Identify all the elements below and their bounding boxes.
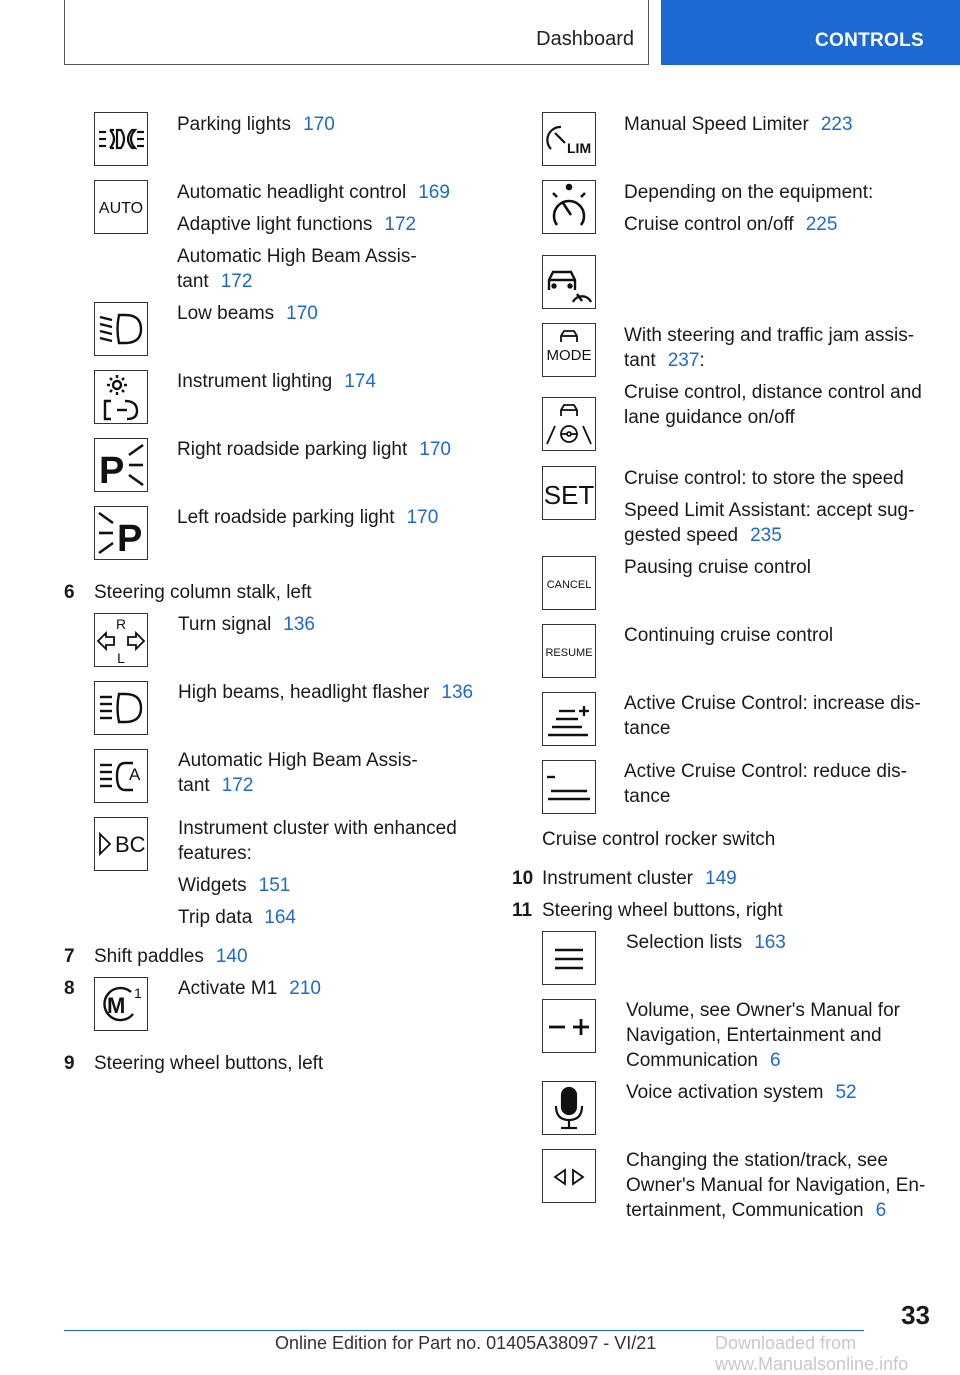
- continuing-entry: Continuing cruise control: [624, 625, 834, 646]
- speed-limit-assist-entry: Speed Limit Assistant: accept sug- gested speed 235: [624, 500, 915, 546]
- resume-label: RESUME: [545, 647, 593, 659]
- item-number: 11: [512, 900, 533, 921]
- page-ref[interactable]: 223: [820, 114, 853, 135]
- page-ref[interactable]: 164: [264, 907, 296, 928]
- adaptive-light-entry: Adaptive light functions 172: [177, 214, 417, 235]
- assist-mode-icon: [542, 323, 596, 377]
- auto-high-beam-entry: Automatic High Beam Assis- tant 172: [177, 246, 417, 292]
- auto-label: AUTO: [98, 200, 144, 217]
- widgets-entry: Widgets 151: [178, 875, 291, 896]
- list-icon: [542, 931, 596, 985]
- page-ref[interactable]: 235: [750, 525, 782, 546]
- selection-lists-entry: Selection lists 163: [626, 932, 786, 953]
- low-beams-entry: Low beams 170: [177, 303, 318, 324]
- header-chapter-tab[interactable]: [661, 0, 960, 65]
- header-section-title: Dashboard: [536, 28, 634, 50]
- instrument-cluster-entry: Instrument cluster 149: [542, 868, 737, 889]
- page-ref[interactable]: 149: [705, 868, 737, 889]
- low-beams-icon: [94, 302, 148, 356]
- pausing-entry: Pausing cruise control: [624, 557, 811, 578]
- speed-limiter-entry: Manual Speed Limiter 223: [624, 114, 853, 135]
- page-ref[interactable]: 170: [286, 303, 318, 324]
- p-letter: P: [99, 450, 125, 491]
- item-number: 9: [64, 1053, 75, 1074]
- distance-control-icon: [542, 255, 596, 309]
- page-ref[interactable]: 140: [215, 946, 248, 967]
- set-button-icon: [542, 466, 596, 520]
- left-parking-light-icon: [94, 506, 148, 560]
- lane-guidance-icon: [542, 397, 596, 451]
- turn-signal-entry: Turn signal 136: [178, 614, 315, 635]
- page-ref[interactable]: 163: [754, 932, 786, 953]
- mode-label: MODE: [546, 347, 592, 364]
- station-track-entry: Changing the station/track, see Owner's Manual for Navigation, En- tertainment, Communication 6: [626, 1150, 926, 1221]
- steering-stalk-heading: Steering column stalk, left: [94, 582, 312, 603]
- page-ref[interactable]: 151: [258, 875, 291, 896]
- watermark: Downloaded from www.Manualsonline.info: [715, 1333, 909, 1374]
- resume-button-icon: [542, 624, 596, 678]
- item-number: 8: [64, 978, 75, 999]
- shift-paddles-entry: Shift paddles 140: [94, 946, 248, 967]
- reduce-distance-entry: Active Cruise Control: reduce dis- tance: [624, 761, 907, 807]
- cruise-onoff-entry: Cruise control on/off 225: [624, 214, 838, 235]
- item-number: 6: [64, 582, 75, 603]
- increase-distance-icon: [542, 692, 596, 746]
- header-section-box: [64, 0, 649, 65]
- turn-l-label: L: [117, 650, 125, 666]
- high-beams-entry: High beams, headlight flasher 136: [178, 682, 474, 703]
- instrument-lighting-icon: [94, 370, 148, 424]
- page-ref[interactable]: 170: [303, 114, 335, 135]
- parking-lights-entry: Parking lights 170: [177, 114, 335, 135]
- cancel-label: CANCEL: [546, 579, 592, 591]
- page-ref[interactable]: 172: [221, 775, 254, 796]
- page-ref[interactable]: 6: [875, 1200, 887, 1221]
- trip-data-entry: Trip data 164: [178, 907, 296, 928]
- high-beams-icon: [94, 681, 148, 735]
- auto-headlight-icon: [94, 180, 148, 234]
- m1-button-icon: [94, 977, 148, 1031]
- rocker-switch-note: Cruise control rocker switch: [542, 829, 776, 850]
- right-parking-light-icon: [94, 438, 148, 492]
- auto-high-beam-entry-2: Automatic High Beam Assis- tant 172: [178, 750, 418, 796]
- auto-high-beam-icon: [94, 749, 148, 803]
- store-speed-entry: Cruise control: to store the speed: [624, 468, 904, 489]
- page-ref[interactable]: 172: [384, 214, 417, 235]
- depending-equipment-note: Depending on the equipment:: [624, 182, 874, 203]
- steering-buttons-right-heading: Steering wheel buttons, right: [542, 900, 783, 921]
- cruise-distance-lane-entry: Cruise control, distance control and lane guidance on/off: [624, 382, 922, 428]
- item-number: 10: [512, 868, 534, 889]
- cancel-button-icon: [542, 556, 596, 610]
- footer-edition: Online Edition for Part no. 01405A38097 - VI/21: [275, 1333, 657, 1353]
- speed-limiter-icon: [542, 112, 596, 166]
- page-ref[interactable]: 225: [805, 214, 838, 235]
- reduce-distance-icon: [542, 760, 596, 814]
- page-ref[interactable]: 169: [418, 182, 450, 203]
- auto-headlight-entry: Automatic headlight control 169: [177, 182, 450, 203]
- cluster-features-entry: Instrument cluster with enhanced features:: [178, 818, 457, 864]
- page-ref[interactable]: 136: [441, 682, 474, 703]
- page-number: 33: [901, 1300, 930, 1330]
- steering-buttons-left-heading: Steering wheel buttons, left: [94, 1053, 324, 1074]
- page-ref[interactable]: 52: [835, 1082, 857, 1103]
- left-parking-light-entry: Left roadside parking light 170: [177, 507, 439, 528]
- page-ref[interactable]: 210: [289, 978, 321, 999]
- page-ref[interactable]: 172: [220, 271, 253, 292]
- bc-button-icon: [94, 817, 148, 871]
- microphone-icon: [542, 1081, 596, 1135]
- lim-label: LIM: [567, 140, 592, 156]
- footer-divider: [64, 1330, 864, 1331]
- parking-lights-icon: [94, 112, 148, 166]
- voice-activation-entry: Voice activation system 52: [626, 1082, 857, 1103]
- set-label: SET: [543, 480, 595, 510]
- m1-letter: M: [107, 993, 126, 1018]
- right-parking-light-entry: Right roadside parking light 170: [177, 439, 451, 460]
- page-ref[interactable]: 136: [283, 614, 315, 635]
- instrument-lighting-entry: Instrument lighting 174: [177, 371, 376, 392]
- item-number: 7: [64, 946, 75, 967]
- page-ref[interactable]: 6: [770, 1050, 781, 1071]
- increase-distance-entry: Active Cruise Control: increase dis- tance: [624, 693, 921, 739]
- turn-signal-icon: [94, 613, 148, 667]
- skip-track-icon: [542, 1149, 596, 1203]
- turn-r-label: R: [115, 616, 127, 632]
- activate-m1-entry: Activate M1 210: [178, 978, 321, 999]
- cruise-control-icon: [542, 180, 596, 234]
- page-ref[interactable]: 237: [667, 350, 700, 371]
- volume-icon: [542, 999, 596, 1053]
- page-ref[interactable]: 170: [406, 507, 439, 528]
- bc-label: BC: [115, 832, 146, 857]
- page-ref[interactable]: 170: [419, 439, 451, 460]
- steering-assist-entry: With steering and traffic jam assis- tant 237:: [624, 325, 915, 371]
- high-a-label: A: [129, 765, 141, 784]
- volume-entry: Volume, see Owner's Manual for Navigation, Entertainment and Communication 6: [626, 1000, 900, 1071]
- p-letter: P: [117, 518, 143, 559]
- header-chapter-title: CONTROLS: [815, 30, 925, 51]
- m1-superscript: 1: [134, 985, 142, 1001]
- page-ref[interactable]: 174: [344, 371, 376, 392]
